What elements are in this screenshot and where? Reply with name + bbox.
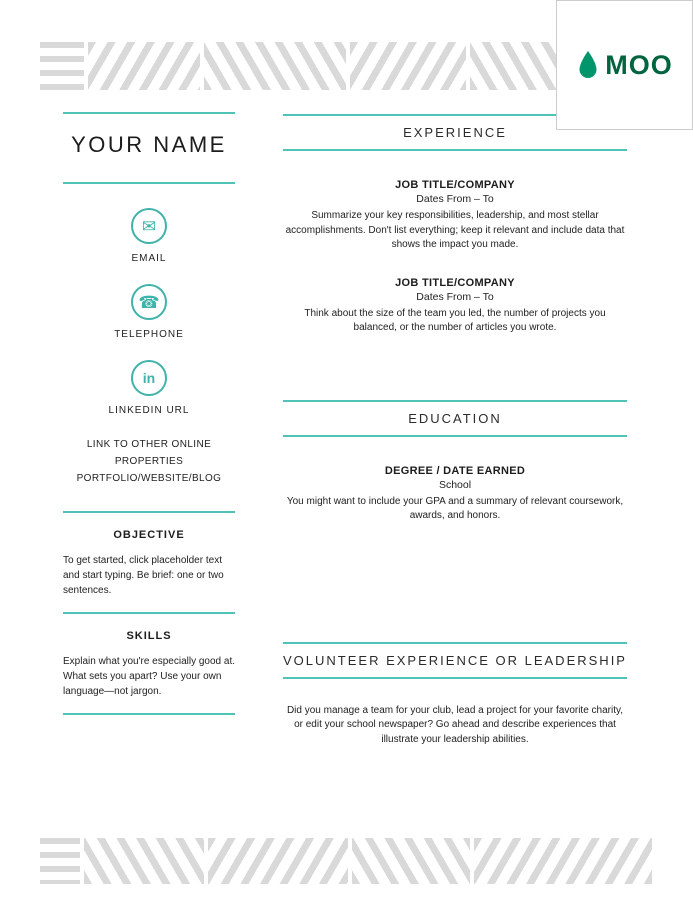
job-entry [283, 179, 627, 253]
education-header: EDUCATION [283, 400, 627, 437]
job-description[interactable]: Summarize your key responsibilities, leadership, and most stellar accomplishments. Don't list everything; keep it relevant and include data that shows the impact you made. [285, 210, 625, 250]
moo-logo-text: MOO [605, 49, 673, 80]
divider [63, 713, 235, 715]
contact-block [63, 208, 235, 416]
skills-body[interactable]: Explain what you're especially good at. What sets you apart? Use your own language—not jargon. [63, 656, 236, 697]
name-heading[interactable]: YOUR NAME [71, 132, 227, 157]
school-name[interactable]: School [438, 478, 472, 491]
pattern-segment [350, 42, 466, 90]
email-glyph: ✉ [141, 216, 157, 236]
pattern-segment [208, 838, 348, 884]
pattern-segment [352, 838, 470, 884]
sidebar [63, 112, 235, 715]
telephone-icon [131, 284, 167, 320]
volunteer-description[interactable]: Did you manage a team for your club, lead a project for your favorite charity, or edit your school newspaper? Go ahead and describe experiences that illustrate your leadership abilities. [286, 704, 624, 745]
objective-body[interactable]: To get started, click placeholder text and start typing. Be brief: one or two sentences. [63, 555, 224, 596]
telephone-glyph: ☎ [138, 292, 160, 312]
linkedin-label[interactable]: LINKEDIN URL [108, 405, 190, 416]
job-dates[interactable]: Dates From – To [416, 193, 494, 205]
experience-header: EXPERIENCE [283, 114, 627, 151]
main-column [283, 114, 627, 747]
contact-email [63, 208, 235, 264]
divider [63, 511, 235, 513]
education-description[interactable]: You might want to include your GPA and a summary of relevant coursework, awards, and honors. [286, 495, 624, 521]
divider [63, 182, 235, 184]
decorative-pattern-bottom [40, 838, 652, 884]
pattern-segment [84, 838, 204, 884]
email-icon [131, 208, 167, 244]
moo-drop-icon [576, 50, 600, 80]
job-description[interactable]: Think about the size of the team you led, the number of projects you balanced, or the number of articles you wrote. [304, 307, 606, 333]
job-dates[interactable]: Dates From – To [416, 290, 494, 303]
pattern-segment [474, 838, 652, 884]
volunteer-header: VOLUNTEER EXPERIENCE OR LEADERSHIP [283, 642, 627, 679]
contact-telephone [63, 284, 235, 340]
contact-linkedin [63, 360, 235, 416]
skills-heading: SKILLS [126, 630, 172, 642]
other-links-text[interactable]: LINK TO OTHER ONLINE PROPERTIES PORTFOLIO/WEBSITE/BLOG [76, 439, 222, 484]
moo-logo-box [556, 0, 693, 130]
experience-section [283, 114, 627, 336]
linkedin-icon [131, 360, 167, 396]
job-title[interactable]: JOB TITLE/COMPANY [395, 179, 515, 191]
degree-title[interactable]: DEGREE / DATE EARNED [384, 464, 526, 477]
linkedin-glyph: in [142, 370, 156, 386]
divider [63, 612, 235, 614]
telephone-label[interactable]: TELEPHONE [114, 329, 184, 340]
objective-heading: OBJECTIVE [113, 529, 185, 541]
pattern-segment [88, 42, 200, 90]
job-title[interactable]: JOB TITLE/COMPANY [395, 276, 515, 289]
email-label[interactable]: EMAIL [131, 253, 167, 264]
education-entry [283, 465, 627, 524]
divider [63, 112, 235, 114]
pattern-segment [40, 42, 84, 90]
job-entry [283, 277, 627, 336]
volunteer-section [283, 642, 627, 748]
pattern-segment [204, 42, 346, 90]
education-section [283, 400, 627, 524]
pattern-segment [40, 838, 80, 884]
